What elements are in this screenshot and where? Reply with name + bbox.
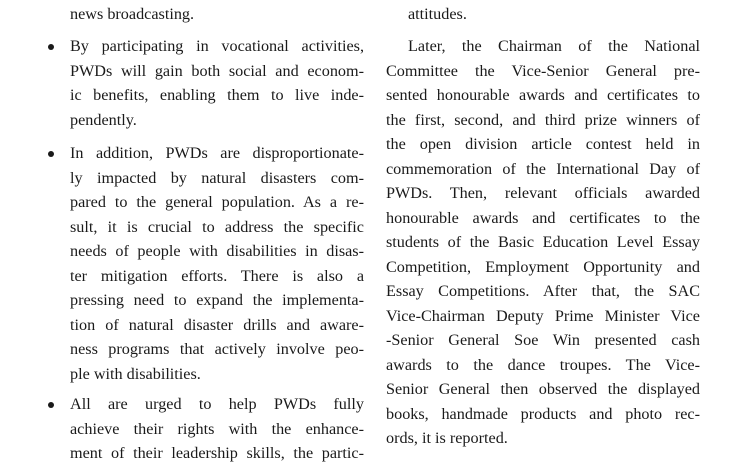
- text-line: students of the Basic Education Level Essay: [386, 233, 700, 251]
- text-line: pressing need to expand the implementa-: [70, 291, 364, 309]
- text-line: pendently.: [70, 110, 137, 129]
- text-line: ly impacted by natural disasters com-: [70, 168, 364, 187]
- text-line: PWDs will gain both social and econom-: [70, 61, 364, 80]
- text-line: Vice-Chairman Deputy Prime Minister Vice: [386, 306, 700, 325]
- text-line: Senior General then observed the displayed: [386, 380, 700, 398]
- paragraph-awards: [386, 34, 700, 451]
- text-line: honourable awards and certificates to the: [386, 208, 700, 227]
- right-top-fragment: attitudes.: [408, 5, 467, 23]
- text-line: ter mitigation efforts. There is also a: [70, 266, 364, 285]
- text-line: needs of people with disabilities in disas-: [70, 242, 364, 260]
- text-line: All are urged to help PWDs fully: [70, 395, 364, 413]
- bullet-dot: [48, 151, 54, 157]
- text-line: the first, second, and third prize winners of: [386, 110, 700, 129]
- text-line: ple with disabilities.: [70, 364, 201, 383]
- text-line: the open division article contest held in: [386, 135, 700, 153]
- text-line: PWDs. Then, relevant officials awarded: [386, 184, 700, 202]
- bullet-text: [70, 141, 364, 386]
- text-line: tion of natural disaster drills and aware-: [70, 315, 364, 334]
- text-line: achieve their rights with the enhance-: [70, 419, 364, 438]
- bullet-dot: [48, 44, 54, 50]
- text-line: books, handmade products and photo rec-: [386, 404, 700, 423]
- text-line: ness programs that actively involve peo-: [70, 340, 364, 358]
- text-line: pared to the general population. As a re-: [70, 193, 364, 211]
- text-line: ords, it is reported.: [386, 429, 508, 447]
- text-line: -Senior General Soe Win presented cash: [386, 331, 700, 349]
- text-line: sult, it is crucial to address the specific: [70, 217, 364, 236]
- bullet-text: [70, 34, 364, 132]
- text-line: commemoration of the International Day of: [386, 159, 700, 178]
- left-top-fragment: news broadcasting.: [70, 5, 195, 23]
- text-line: ment of their leadership skills, the partic-: [70, 444, 364, 462]
- text-line: awards to the dance troupes. The Vice-: [386, 355, 700, 374]
- text-line: Competition, Employment Opportunity and: [386, 257, 700, 276]
- bullet-text: [70, 392, 364, 466]
- text-line: Essay Competitions. After that, the SAC: [386, 282, 700, 300]
- text-line: ic benefits, enabling them to live inde-: [70, 86, 364, 104]
- text-line: In addition, PWDs are disproportionate-: [70, 144, 364, 162]
- text-line: Committee the Vice-Senior General pre-: [386, 61, 700, 80]
- bullet-dot: [48, 402, 54, 408]
- text-line: By participating in vocational activities,: [70, 37, 364, 55]
- text-line: Later, the Chairman of the National: [408, 37, 700, 55]
- text-line: sented honourable awards and certificates to: [386, 86, 700, 104]
